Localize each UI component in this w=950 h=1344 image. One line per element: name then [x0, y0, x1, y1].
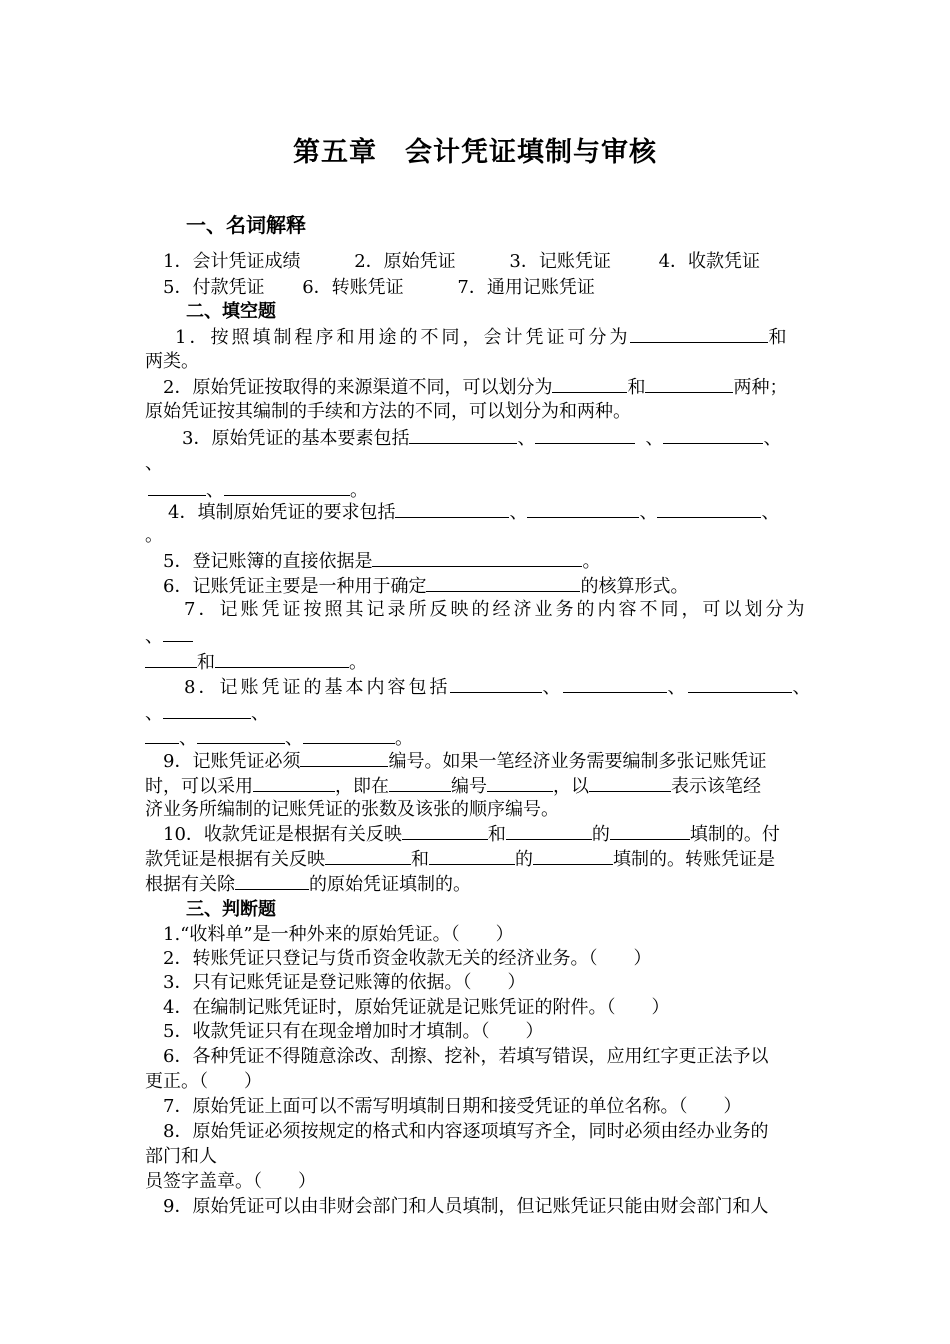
judgment-item: 9．原始凭证可以由非财会部门和人员填制，但记账凭证只能由财会部门和人	[163, 1196, 769, 1217]
judgment-item: 5．收款凭证只有在现金增加时才填制。（ ）	[163, 1021, 544, 1042]
answer-blank[interactable]	[303, 726, 395, 744]
term-item: 2．原始凭证	[354, 251, 456, 272]
q7-line1: 7．记账凭证按照其记录所反映的经济业务的内容不同，可以划分为	[184, 599, 808, 620]
q10-line2: 款凭证是根据有关反映 和 的 填制的。转账凭证是	[145, 849, 775, 870]
term-item: 1．会计凭证成绩	[163, 251, 301, 272]
term-item: 4．收款凭证	[658, 251, 761, 272]
answer-blank[interactable]	[325, 847, 411, 865]
section1-heading: 一、名词解释	[186, 213, 306, 237]
answer-blank[interactable]	[402, 822, 488, 840]
answer-blank[interactable]	[215, 650, 349, 668]
answer-blank[interactable]	[506, 822, 592, 840]
q2-line1: 2．原始凭证按取得的来源渠道不同，可以划分为 和 两种；	[163, 377, 788, 398]
answer-blank[interactable]	[300, 749, 388, 767]
term-list-row2	[163, 276, 595, 300]
term-item: 5．付款凭证	[163, 277, 265, 298]
answer-blank[interactable]	[409, 426, 517, 444]
answer-blank[interactable]	[688, 675, 792, 693]
answer-blank[interactable]	[372, 549, 582, 567]
answer-blank[interactable]	[533, 847, 613, 865]
answer-blank[interactable]	[589, 774, 671, 792]
q4-line1: 4．填制原始凭证的要求包括 、 、 、	[168, 502, 780, 523]
answer-blank[interactable]	[610, 822, 690, 840]
answer-blank[interactable]	[450, 675, 542, 693]
answer-blank[interactable]	[663, 426, 763, 444]
answer-blank[interactable]	[224, 478, 350, 496]
answer-blank[interactable]	[563, 675, 667, 693]
answer-blank[interactable]	[148, 478, 206, 496]
answer-blank[interactable]	[630, 325, 768, 343]
answer-blank[interactable]	[645, 375, 733, 393]
answer-blank[interactable]	[145, 726, 179, 744]
term-item: 6．转账凭证	[302, 277, 404, 298]
judgment-item: 7．原始凭证上面可以不需写明填制日期和接受凭证的单位名称。（ ）	[163, 1096, 742, 1117]
q10-line1: 10．收款凭证是根据有关反映 和 的 填制的。付	[163, 824, 780, 845]
q10-line3: 根据有关除 的原始凭证填制的。	[145, 874, 471, 895]
answer-blank[interactable]	[487, 774, 553, 792]
judgment-item: 4．在编制记账凭证时，原始凭证就是记账凭证的附件。（ ）	[163, 997, 670, 1018]
answer-blank[interactable]	[163, 624, 193, 642]
q8-line3: 、 、 。	[145, 726, 413, 751]
section2-heading: 二、填空题	[186, 301, 276, 322]
answer-blank[interactable]	[235, 872, 309, 890]
q3-line3: 、 。	[148, 478, 368, 503]
answer-blank[interactable]	[395, 500, 509, 518]
answer-blank[interactable]	[429, 847, 515, 865]
q6-line: 6．记账凭证主要是一种用于确定 的核算形式。	[163, 576, 689, 597]
q9-line3: 济业务所编制的记账凭证的张数及该张的顺序编号。	[145, 799, 559, 820]
judgment-item-continued: 员签字盖章。（ ）	[145, 1171, 316, 1192]
q3-line1: 3．原始凭证的基本要素包括 、 、 、	[182, 428, 782, 449]
judgment-item: 8．原始凭证必须按规定的格式和内容逐项填写齐全，同时必须由经办业务的	[163, 1121, 769, 1142]
chapter-title: 第五章 会计凭证填制与审核	[293, 137, 657, 168]
answer-blank[interactable]	[426, 574, 580, 592]
answer-blank[interactable]	[197, 726, 285, 744]
q8-line1: 8．记账凭证的基本内容包括 、 、 、	[184, 677, 814, 698]
judgment-item: 2．转账凭证只登记与货币资金收款无关的经济业务。（ ）	[163, 948, 652, 969]
judgment-item: 3．只有记账凭证是登记账簿的依据。（ ）	[163, 972, 526, 993]
q4-line2: 。	[145, 525, 163, 546]
q2-line2: 原始凭证按其编制的手续和方法的不同，可以划分为和两种。	[145, 401, 631, 422]
answer-blank[interactable]	[657, 500, 761, 518]
term-item: 3．记账凭证	[509, 251, 611, 272]
q7-line3: 和 。	[145, 650, 367, 675]
judgment-item: 6．各种凭证不得随意涂改、刮擦、挖补，若填写错误，应用红字更正法予以	[163, 1046, 769, 1067]
answer-blank[interactable]	[389, 774, 451, 792]
judgment-item-continued: 更正。（ ）	[145, 1071, 262, 1092]
answer-blank[interactable]	[145, 650, 197, 668]
q9-line1: 9．记账凭证必须 编号。如果一笔经济业务需要编制多张记账凭证	[163, 751, 767, 772]
q8-line2: 、 、	[145, 703, 269, 724]
answer-blank[interactable]	[552, 375, 627, 393]
q7-line2: 、	[145, 624, 193, 649]
judgment-item: 1.“收料单”是一种外来的原始凭证。（ ）	[163, 924, 514, 945]
answer-blank[interactable]	[163, 701, 251, 719]
answer-blank[interactable]	[253, 774, 335, 792]
q1-line1: 1．按照填制程序和用途的不同，会计凭证可分为 和	[175, 327, 790, 348]
section3-heading: 三、判断题	[186, 899, 276, 920]
answer-blank[interactable]	[527, 500, 639, 518]
term-item: 7．通用记账凭证	[457, 277, 595, 298]
q1-line2: 两类。	[145, 351, 199, 372]
term-list-row1	[163, 250, 760, 274]
q5-line: 5．登记账簿的直接依据是 。	[163, 551, 601, 572]
answer-blank[interactable]	[535, 426, 635, 444]
q3-line2: 、	[145, 453, 163, 474]
q9-line2: 时，可以采用 ，即在 编号 ，以 表示该笔经	[145, 776, 761, 797]
judgment-item-continued: 部门和人	[145, 1146, 217, 1167]
